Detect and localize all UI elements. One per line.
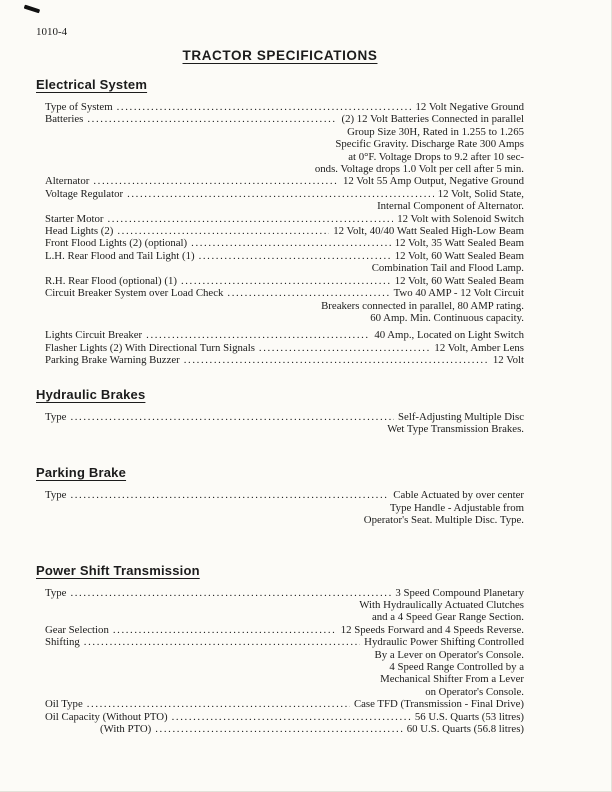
spec-list (36, 411, 524, 436)
spec-continuation: Operator's Seat. Multiple Disc. Type. (363, 514, 524, 527)
spec-continuation: Mechanical Shifter From a Lever (380, 673, 524, 686)
spec-value: 12 Volt (492, 354, 524, 367)
spec-continuation: Internal Component of Alternator. (377, 200, 524, 213)
spec-label: Circuit Breaker System over Load Check (45, 287, 224, 300)
spec-label: Type (45, 489, 67, 502)
spec-label: Voltage Regulator (45, 187, 124, 200)
dot-leader (87, 113, 337, 125)
spec-row (36, 698, 524, 710)
spec-value: 12 Volt, Amber Lens (434, 341, 524, 354)
spec-row (36, 489, 524, 501)
page-number: 1010-4 (36, 26, 68, 38)
spec-label: Parking Brake Warning Buzzer (45, 354, 180, 367)
dot-leader (117, 101, 412, 113)
spec-value: (2) 12 Volt Batteries Connected in parallel (341, 113, 524, 126)
dot-leader (155, 723, 402, 735)
spec-value: Hydraulic Power Shifting Controlled (364, 636, 524, 649)
dot-leader (87, 698, 350, 710)
dot-leader (259, 342, 431, 354)
dot-leader (107, 213, 393, 225)
spec-continuation: onds. Voltage drops 1.0 Volt per cell after 5 min. (314, 163, 524, 176)
spec-continuation: and a 4 Speed Gear Range Section. (371, 611, 524, 624)
page-title: TRACTOR SPECIFICATIONS (182, 48, 378, 63)
spec-label: Type (45, 586, 67, 599)
spec-row (36, 250, 524, 262)
spec-value: 12 Volt, 40/40 Watt Sealed High-Low Beam (333, 225, 524, 238)
dot-leader (227, 287, 389, 299)
spec-label: Type (45, 410, 67, 423)
spec-label: (With PTO) (100, 723, 152, 736)
dot-leader (84, 636, 360, 648)
spec-value: 12 Volt, 60 Watt Sealed Beam (394, 249, 524, 262)
spec-label: Type of System (45, 101, 113, 113)
spec-value: Self-Adjusting Multiple Disc (398, 410, 524, 423)
dot-leader (113, 624, 337, 636)
spec-list (36, 489, 524, 526)
spec-row (36, 275, 524, 287)
spec-value: 12 Volt Negative Ground (415, 101, 524, 113)
spec-row (36, 225, 524, 237)
spec-value: 12 Volt with Solenoid Switch (397, 212, 524, 225)
spec-row (36, 411, 524, 423)
spec-row (36, 188, 524, 200)
dot-leader (93, 175, 339, 187)
spec-value: Case TFD (Transmission - Final Drive) (353, 698, 524, 711)
dot-leader (117, 225, 329, 237)
dot-leader (181, 275, 391, 287)
spec-list (36, 587, 524, 736)
spec-value: 60 U.S. Quarts (56.8 litres) (406, 723, 524, 736)
spec-continuation: Wet Type Transmission Brakes. (387, 422, 524, 435)
spec-continuation: at 0°F. Voltage Drops to 9.2 after 10 sec- (348, 150, 524, 163)
spec-label: Oil Type (45, 698, 83, 711)
spec-continuation: Specific Gravity. Discharge Rate 300 Amps (335, 138, 524, 151)
section-heading-hydraulic-brakes: Hydraulic Brakes (36, 386, 146, 402)
dot-leader (199, 250, 391, 262)
spec-label: Starter Motor (45, 212, 104, 225)
spec-row (36, 287, 524, 299)
dot-leader (70, 411, 394, 423)
spec-continuation: By a Lever on Operator's Console. (374, 648, 524, 661)
spec-label: L.H. Rear Flood and Tail Light (1) (45, 249, 195, 262)
section-electrical-system (36, 77, 524, 367)
spec-row (36, 711, 524, 723)
spec-value: 12 Volt, 35 Watt Sealed Beam (394, 237, 524, 250)
spec-continuation: With Hydraulically Actuated Clutches (359, 598, 524, 611)
spec-row (36, 342, 524, 354)
spec-value: Cable Actuated by over center (393, 489, 524, 502)
spec-continuation: Group Size 30H, Rated in 1.255 to 1.265 (347, 125, 524, 138)
spec-label: Shifting (45, 636, 80, 649)
spec-value: 12 Volt, Solid State, (437, 187, 524, 200)
spec-label: Head Lights (2) (45, 225, 114, 238)
spec-label: R.H. Rear Flood (optional) (1) (45, 274, 177, 287)
dot-leader (184, 354, 489, 366)
spec-row (36, 101, 524, 113)
dot-leader (146, 329, 370, 341)
spec-value: Two 40 AMP - 12 Volt Circuit (393, 287, 524, 300)
section-heading-power-shift-transmission: Power Shift Transmission (36, 562, 200, 578)
spec-row (36, 624, 524, 636)
spec-value: 12 Volt 55 Amp Output, Negative Ground (342, 175, 524, 188)
spec-value: 12 Volt, 60 Watt Sealed Beam (394, 274, 524, 287)
spec-row (36, 329, 524, 341)
section-power-shift-transmission (36, 563, 524, 736)
spec-row (36, 354, 524, 366)
dot-leader (127, 188, 434, 200)
spec-label: Oil Capacity (Without PTO) (45, 710, 168, 723)
spec-label: Lights Circuit Breaker (45, 329, 143, 342)
section-hydraulic-brakes (36, 387, 524, 436)
spec-label: Batteries (45, 113, 84, 126)
spec-value: 40 Amp., Located on Light Switch (374, 329, 524, 342)
spec-label: Flasher Lights (2) With Directional Turn Signals (45, 341, 255, 354)
spec-value: 12 Speeds Forward and 4 Speeds Reverse. (340, 623, 524, 636)
scan-artifact-mark (24, 5, 40, 13)
section-parking-brake (36, 465, 524, 526)
spec-label: Front Flood Lights (2) (optional) (45, 237, 188, 250)
spec-continuation: 60 Amp. Min. Continuous capacity. (370, 311, 524, 324)
spec-row (36, 636, 524, 648)
spec-continuation: Breakers connected in parallel, 80 AMP rating. (321, 299, 524, 312)
spec-value: 56 U.S. Quarts (53 litres) (414, 710, 524, 723)
spec-continuation: Type Handle - Adjustable from (389, 501, 524, 514)
spec-row (36, 113, 524, 125)
spec-continuation: on Operator's Console. (425, 685, 524, 698)
dot-leader (172, 711, 411, 723)
spec-row (36, 175, 524, 187)
spec-value: 3 Speed Compound Planetary (395, 586, 524, 599)
spec-label: Gear Selection (45, 623, 109, 636)
spec-continuation: 4 Speed Range Controlled by a (389, 661, 524, 673)
dot-leader (70, 587, 391, 599)
spec-row (36, 237, 524, 249)
spec-continuation: Combination Tail and Flood Lamp. (371, 262, 524, 275)
spec-list (36, 101, 524, 367)
dot-leader (70, 489, 389, 501)
spec-row (36, 213, 524, 225)
spec-label: Alternator (45, 175, 90, 188)
section-heading-electrical-system: Electrical System (36, 77, 148, 92)
spec-row (36, 723, 524, 735)
section-heading-parking-brake: Parking Brake (36, 465, 127, 481)
spec-row (36, 587, 524, 599)
dot-leader (191, 237, 391, 249)
